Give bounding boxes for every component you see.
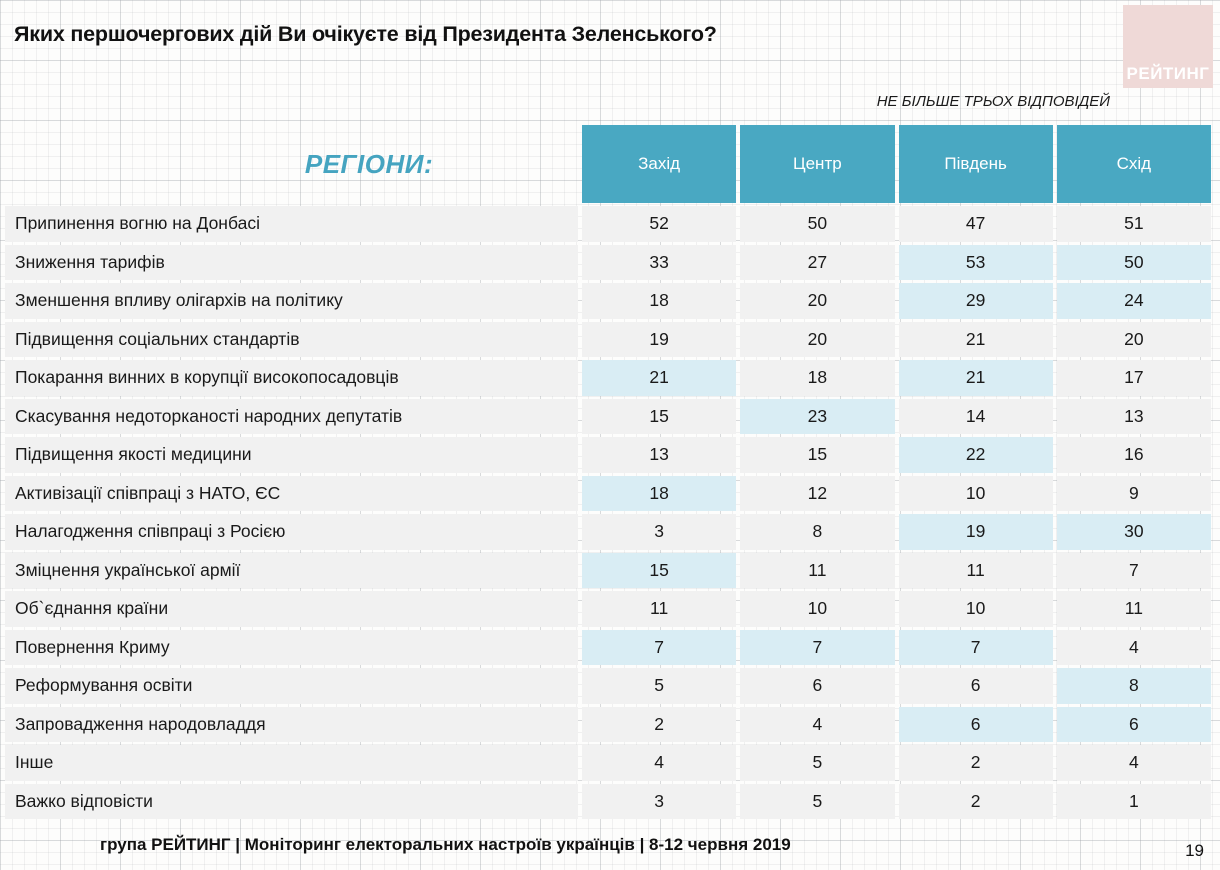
value-cell: 7 [740, 630, 894, 666]
value-cell: 8 [1057, 668, 1211, 704]
value-cell: 11 [740, 553, 894, 589]
page-number: 19 [1185, 841, 1204, 860]
value-cell: 53 [899, 245, 1053, 281]
value-cell: 15 [582, 553, 736, 589]
table-header [5, 125, 1211, 203]
value-cell: 3 [582, 514, 736, 550]
value-cell: 6 [1057, 707, 1211, 743]
value-cell: 3 [582, 784, 736, 820]
value-cell: 11 [582, 591, 736, 627]
value-cell: 18 [740, 360, 894, 396]
value-cell: 11 [899, 553, 1053, 589]
value-cell: 9 [1057, 476, 1211, 512]
value-cell: 5 [740, 745, 894, 781]
row-label: Інше [5, 745, 578, 781]
value-cell: 23 [740, 399, 894, 435]
value-cell: 20 [740, 283, 894, 319]
value-cell: 1 [1057, 784, 1211, 820]
table-row [5, 745, 1211, 781]
value-cell: 5 [582, 668, 736, 704]
value-cell: 19 [582, 322, 736, 358]
table-row [5, 630, 1211, 666]
value-cell: 13 [1057, 399, 1211, 435]
row-label: Запровадження народовладдя [5, 707, 578, 743]
value-cell: 4 [740, 707, 894, 743]
row-label: Покарання винних в корупції високопосадовців [5, 360, 578, 396]
value-cell: 7 [582, 630, 736, 666]
row-label: Зменшення впливу олігархів на політику [5, 283, 578, 319]
value-cell: 15 [740, 437, 894, 473]
value-cell: 11 [1057, 591, 1211, 627]
row-label: Повернення Криму [5, 630, 578, 666]
footer-source-line: група РЕЙТИНГ | Моніторинг електоральних настроїв українців | 8-12 червня 2019 [100, 835, 791, 854]
value-cell: 4 [1057, 745, 1211, 781]
table-row [5, 553, 1211, 589]
row-label: Важко відповісти [5, 784, 578, 820]
value-cell: 6 [899, 668, 1053, 704]
value-cell: 4 [1057, 630, 1211, 666]
value-cell: 10 [740, 591, 894, 627]
value-cell: 50 [740, 206, 894, 242]
value-cell: 24 [1057, 283, 1211, 319]
value-cell: 13 [582, 437, 736, 473]
value-cell: 17 [1057, 360, 1211, 396]
table-row [5, 476, 1211, 512]
row-label: Об`єднання країни [5, 591, 578, 627]
value-cell: 7 [899, 630, 1053, 666]
table-row [5, 437, 1211, 473]
value-cell: 18 [582, 476, 736, 512]
value-cell: 18 [582, 283, 736, 319]
table-row [5, 707, 1211, 743]
table-row [5, 591, 1211, 627]
value-cell: 20 [1057, 322, 1211, 358]
value-cell: 2 [582, 707, 736, 743]
value-cell: 12 [740, 476, 894, 512]
value-cell: 5 [740, 784, 894, 820]
value-cell: 21 [899, 322, 1053, 358]
regions-label: РЕГІОНИ: [304, 148, 434, 179]
value-cell: 52 [582, 206, 736, 242]
row-label: Активізації співпраці з НАТО, ЄС [5, 476, 578, 512]
value-cell: 14 [899, 399, 1053, 435]
table-row [5, 360, 1211, 396]
table-row [5, 514, 1211, 550]
value-cell: 4 [582, 745, 736, 781]
value-cell: 2 [899, 745, 1053, 781]
table-row [5, 206, 1211, 242]
row-label: Зниження тарифів [5, 245, 578, 281]
row-label: Реформування освіти [5, 668, 578, 704]
value-cell: 10 [899, 476, 1053, 512]
value-cell: 47 [899, 206, 1053, 242]
row-label: Припинення вогню на Донбасі [5, 206, 578, 242]
value-cell: 22 [899, 437, 1053, 473]
value-cell: 8 [740, 514, 894, 550]
value-cell: 15 [582, 399, 736, 435]
value-cell: 27 [740, 245, 894, 281]
table-row [5, 245, 1211, 281]
value-cell: 21 [582, 360, 736, 396]
regions-header-cell [5, 125, 578, 203]
column-header-west: Захід [582, 125, 736, 203]
table-row [5, 283, 1211, 319]
column-header-south: Південь [899, 125, 1053, 203]
row-label: Скасування недоторканості народних депутатів [5, 399, 578, 435]
value-cell: 2 [899, 784, 1053, 820]
value-cell: 10 [899, 591, 1053, 627]
table-body [5, 206, 1211, 822]
row-label: Підвищення якості медицини [5, 437, 578, 473]
page-title: Яких першочергових дій Ви очікуєте від Президента Зеленського? [14, 22, 717, 46]
value-cell: 16 [1057, 437, 1211, 473]
column-header-east: Схід [1057, 125, 1211, 203]
column-header-center: Центр [740, 125, 894, 203]
table-row [5, 668, 1211, 704]
value-cell: 6 [899, 707, 1053, 743]
table-row [5, 322, 1211, 358]
value-cell: 21 [899, 360, 1053, 396]
value-cell: 51 [1057, 206, 1211, 242]
row-label: Підвищення соціальних стандартів [5, 322, 578, 358]
value-cell: 6 [740, 668, 894, 704]
value-cell: 33 [582, 245, 736, 281]
value-cell: 50 [1057, 245, 1211, 281]
logo-text: РЕЙТИНГ [1126, 64, 1210, 83]
value-cell: 20 [740, 322, 894, 358]
value-cell: 29 [899, 283, 1053, 319]
value-cell: 30 [1057, 514, 1211, 550]
value-cell: 7 [1057, 553, 1211, 589]
row-label: Налагодження співпраці з Росією [5, 514, 578, 550]
answers-limit-note: НЕ БІЛЬШЕ ТРЬОХ ВІДПОВІДЕЙ [876, 93, 1110, 110]
table-row [5, 784, 1211, 820]
table-row [5, 399, 1211, 435]
value-cell: 19 [899, 514, 1053, 550]
row-label: Зміцнення української армії [5, 553, 578, 589]
rating-group-logo [1123, 5, 1213, 88]
